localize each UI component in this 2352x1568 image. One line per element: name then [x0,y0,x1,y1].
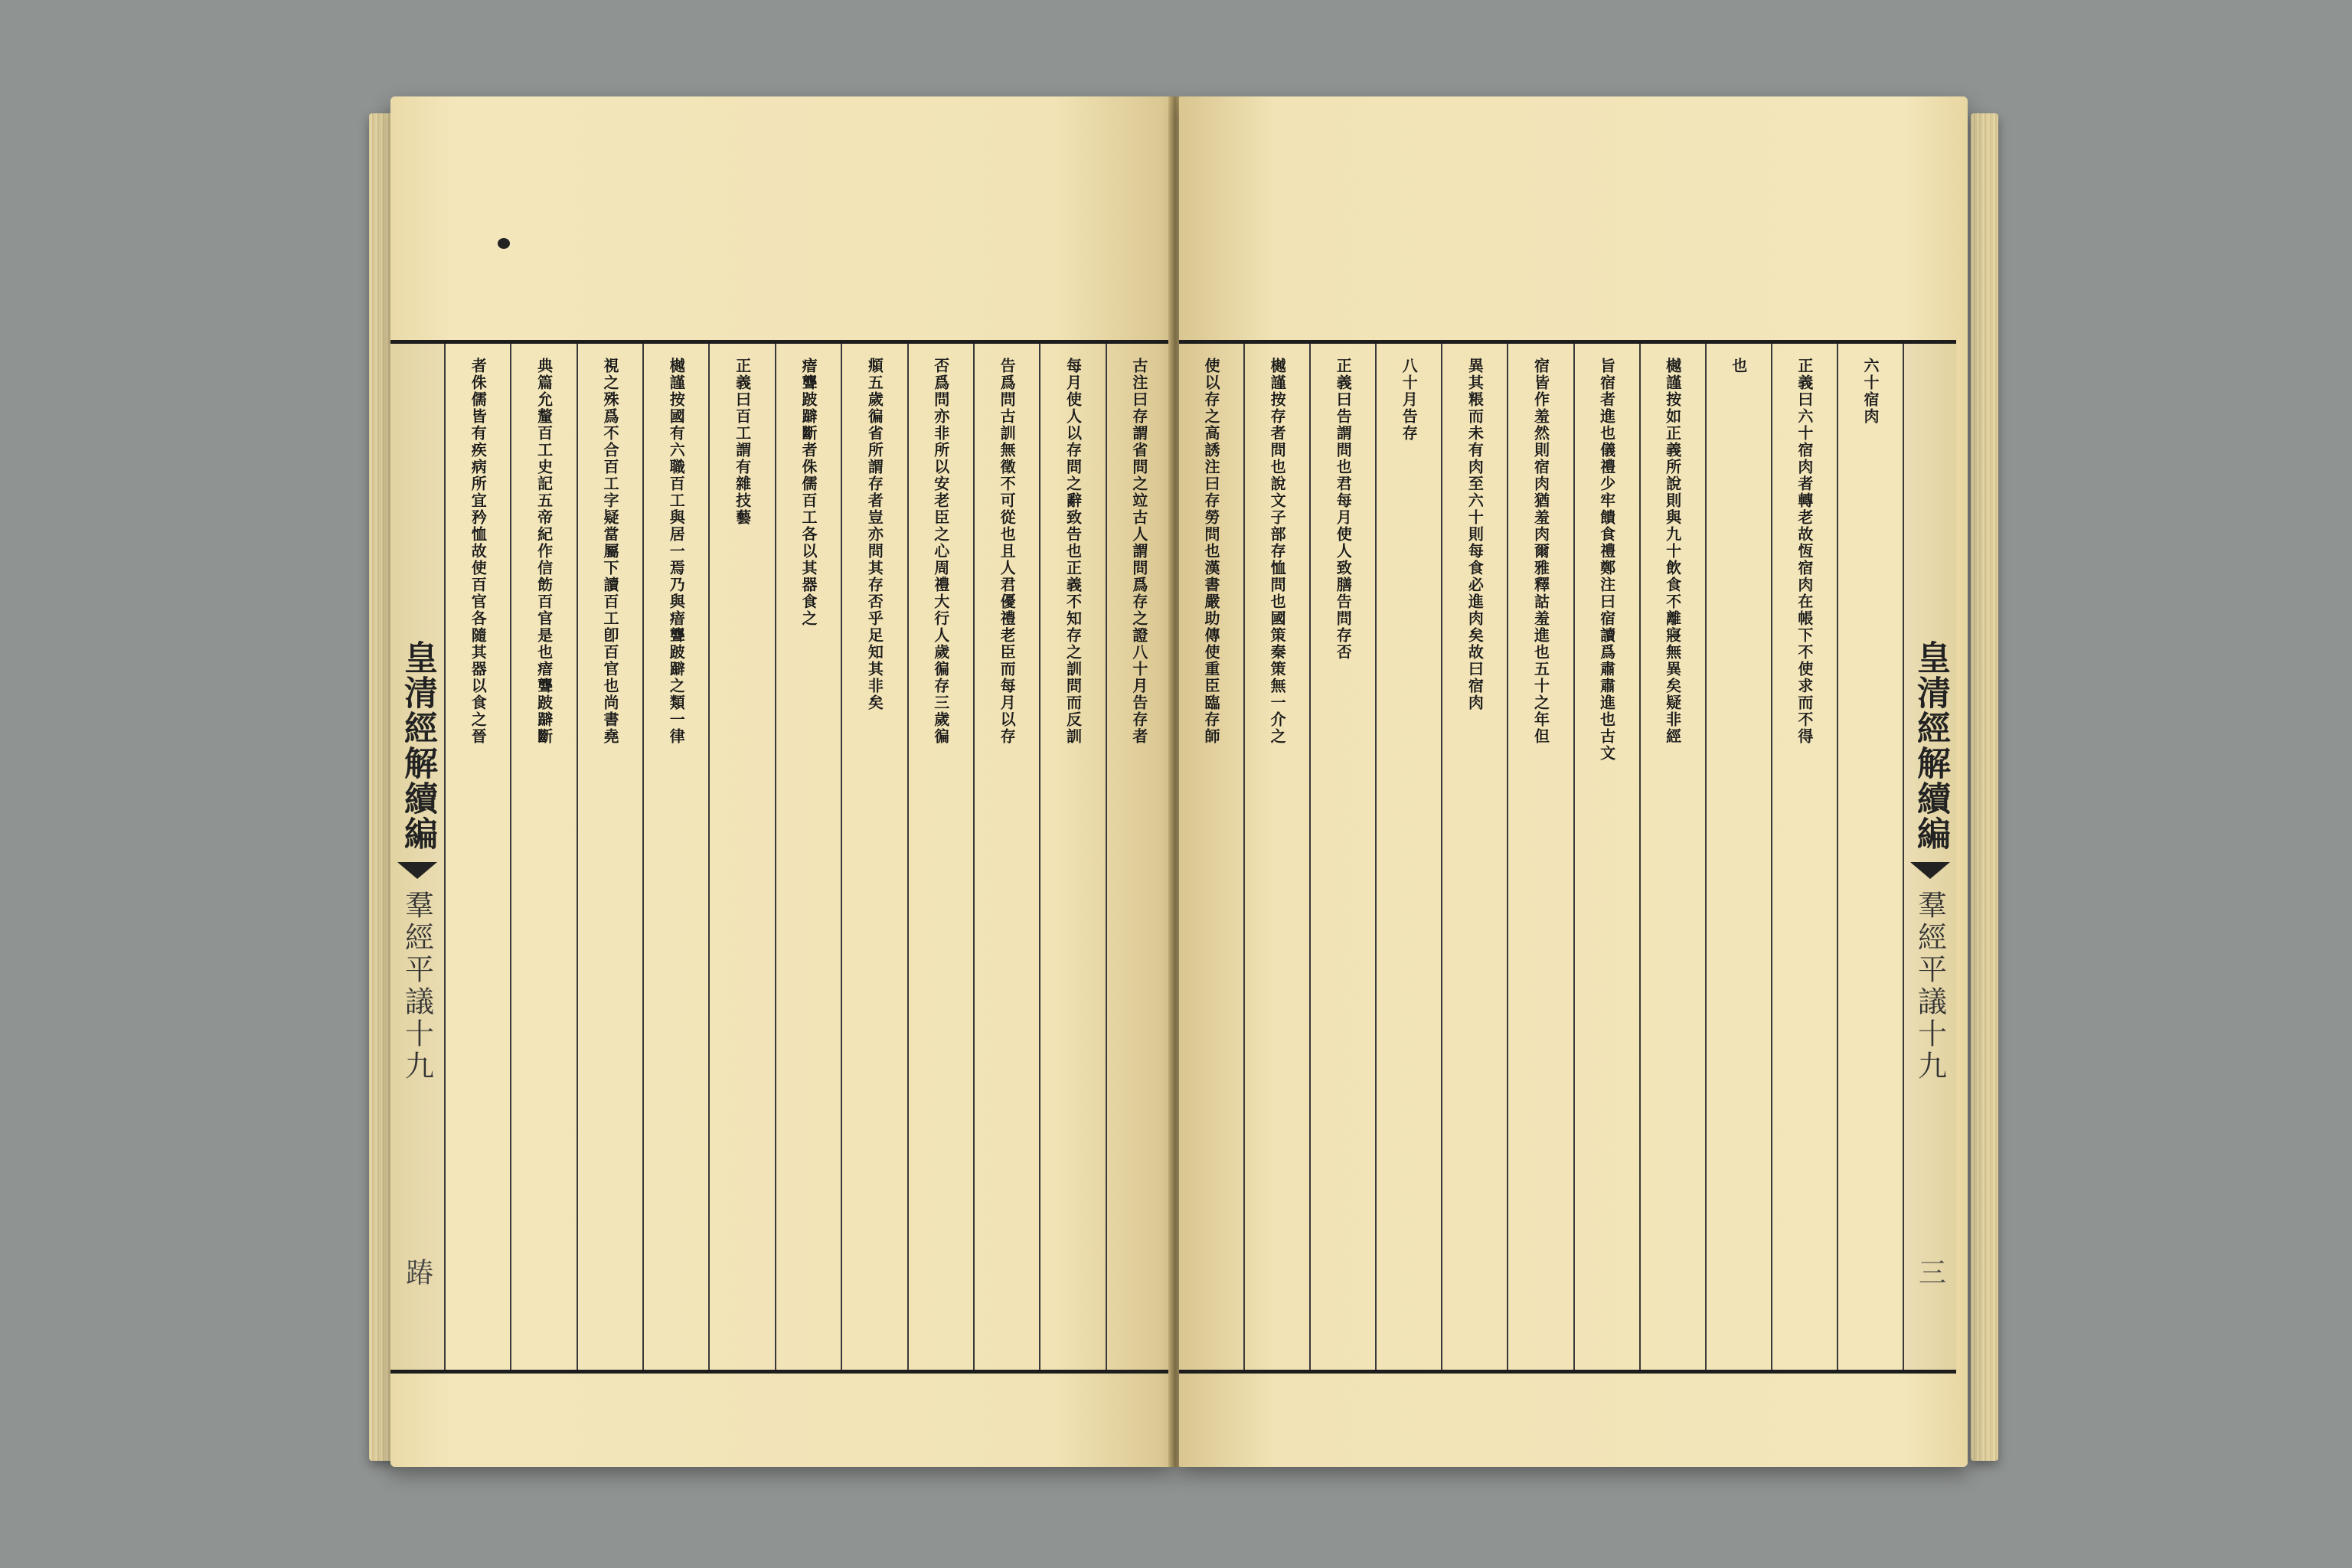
column-text: 正義曰六十宿肉者轉老故恆宿肉在帳下不使求而不得 [1795,358,1814,745]
banner-mark: 踳 [401,1258,433,1285]
column-text: 八十月告存 [1400,358,1419,442]
text-column [973,344,1039,1370]
column-text: 樾謹按國有六職百工與居一焉乃與瘖聾跛躃之類一律 [667,358,686,745]
left-text-frame [390,340,1171,1374]
text-column [1573,344,1639,1370]
text-column [1309,344,1375,1370]
column-text: 宿皆作羞然則宿肉猶羞肉爾雅釋詁羞進也五十之年但 [1531,358,1550,745]
column-text: 典篇允釐百工史記五帝紀作信飭百官是也瘖聾跛躃斷 [534,358,554,745]
text-column [841,344,906,1370]
ink-spot [498,238,510,249]
right-columns [1179,344,1956,1370]
left-columns [390,344,1171,1370]
open-book [375,90,1983,1476]
text-column [708,344,774,1370]
text-column [1639,344,1705,1370]
text-column [1837,344,1903,1370]
column-text: 使以存之高誘注曰存勞問也漢書嚴助傳使重臣臨存師 [1202,358,1221,745]
fish-tail-mark [397,862,437,879]
text-column [1039,344,1105,1370]
text-column [642,344,708,1370]
column-text: 古注曰存謂省問之竝古人謂問爲存之證八十月告存者 [1129,358,1148,745]
right-banner-column [1903,344,1956,1370]
right-page [1179,96,1968,1467]
text-column [577,344,642,1370]
text-column [1179,344,1243,1370]
column-text: 告爲問古訓無徵不可從也且人君優禮老臣而每月以存 [998,358,1017,745]
column-text: 樾謹按如正義所說則與九十飲食不離寢無異矣疑非經 [1663,358,1682,745]
book-title: 皇清經解續編 [398,640,438,851]
right-page-edges [1971,113,1998,1461]
text-column [1106,344,1171,1370]
right-text-frame [1179,340,1956,1374]
text-column [1507,344,1573,1370]
text-column [1771,344,1837,1370]
column-text: 旨宿者進也儀禮少牢饋食禮鄭注曰宿讀爲肅肅進也古文 [1597,358,1616,762]
column-text: 正義曰百工謂有雜技藝 [733,358,752,526]
text-column [1243,344,1309,1370]
column-text: 每月使人以存問之辭致告也正義不知存之訓問而反訓 [1063,358,1083,745]
text-column [444,344,510,1370]
volume-subtitle: 羣經平議十九 [1913,890,1947,1083]
column-text: 者侏儒皆有疾病所宜矜恤故使百官各隨其器以食之晉 [469,358,488,745]
column-text: 正義曰告謂問也君每月使人致膳告問存否 [1334,358,1353,661]
fish-tail-mark [1910,862,1950,879]
volume-subtitle: 羣經平議十九 [400,890,434,1083]
left-banner-column [390,344,444,1370]
column-text: 樾謹按存者問也說文子部存恤問也國策秦策無一介之 [1268,358,1287,745]
text-column [1375,344,1441,1370]
book-title: 皇清經解續編 [1911,640,1950,851]
folio-number: 三 [1914,1258,1946,1285]
text-column [1441,344,1507,1370]
text-column [510,344,576,1370]
column-text: 也 [1729,358,1748,374]
column-text: 否爲問亦非所以安老臣之心周禮大行人歲徧存三歲徧 [931,358,950,745]
text-column [907,344,973,1370]
left-page [390,96,1171,1467]
column-text: 六十宿肉 [1860,358,1880,425]
column-text: 視之殊爲不合百工字疑當屬下讀百工卽百官也尚書堯 [600,358,619,745]
text-column [1705,344,1771,1370]
text-column [775,344,841,1370]
column-text: 頫五歲徧省所謂存者豈亦問其存否乎足知其非矣 [865,358,884,711]
column-text: 異其粻而未有肉至六十則每食必進肉矣故曰宿肉 [1465,358,1485,711]
column-text: 瘖聾跛躃斷者侏儒百工各以其器食之 [799,358,818,627]
